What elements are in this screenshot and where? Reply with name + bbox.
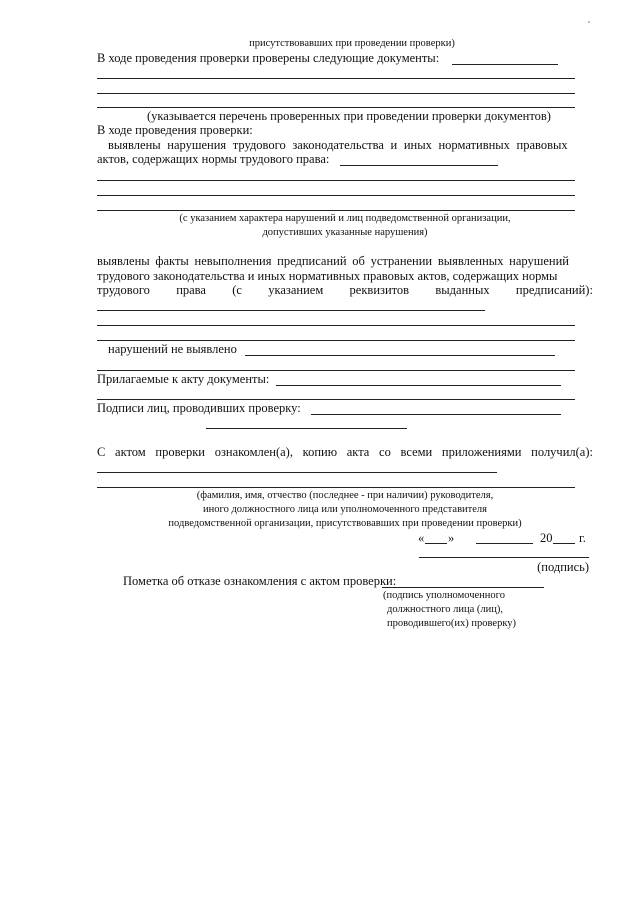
- acquainted-word: со: [379, 445, 391, 459]
- acquainted-line-b: [97, 487, 575, 488]
- acquainted-word: ознакомлен(а),: [214, 445, 293, 459]
- violations-inline-line: [340, 165, 498, 166]
- acquainted-word: копию: [302, 445, 338, 459]
- signature-line: [419, 557, 589, 558]
- prescriptions-word: предписаний):: [515, 283, 593, 297]
- acquainted-word: акта: [346, 445, 370, 459]
- date-month-line: [476, 543, 533, 544]
- prescriptions-line-a: [97, 310, 485, 311]
- violations-line-b: [97, 195, 575, 196]
- prescriptions-line-3: [97, 284, 593, 297]
- no-violations-line-2: [97, 370, 575, 371]
- acquainted-word: приложениями: [441, 445, 522, 459]
- scan-mark: [588, 21, 590, 23]
- prescriptions-word: указанием: [268, 283, 324, 297]
- prescriptions-word: реквизитов: [349, 283, 410, 297]
- violations-caption-1: (с указанием характера нарушений и лиц подведомственной организации,: [179, 213, 511, 224]
- refusal-line: [382, 587, 544, 588]
- violations-caption-2: допустивших указанные нарушения): [262, 227, 428, 238]
- prescriptions-line-c: [97, 340, 575, 341]
- signatures-label: Подписи лиц, проводивших проверку:: [97, 401, 301, 415]
- documents-line-2: [97, 93, 575, 94]
- documents-label: В ходе проведения проверки проверены следующие документы:: [97, 51, 440, 65]
- violations-line-1: выявлены нарушения трудового законодательства и иных нормативных правовых: [108, 138, 568, 152]
- prescriptions-word: (с: [232, 283, 242, 297]
- prescriptions-word: выданных: [435, 283, 490, 297]
- acquainted-line-a: [97, 472, 497, 473]
- no-violations-line: [245, 355, 555, 356]
- acquainted-word: актом: [115, 445, 146, 459]
- attachments-label: Прилагаемые к акту документы:: [97, 372, 270, 386]
- acquainted-word: получил(а):: [531, 445, 593, 459]
- date-close-quote: »: [448, 531, 455, 545]
- date-year-line: [553, 543, 575, 544]
- documents-inline-line: [452, 64, 558, 65]
- acquainted-caption-2: иного должностного лица или уполномоченного представителя: [203, 504, 487, 515]
- violations-intro: В ходе проведения проверки:: [97, 123, 253, 137]
- signatures-line-2: [206, 428, 407, 429]
- acquainted-word: С: [97, 445, 106, 459]
- acquainted-word: проверки: [155, 445, 205, 459]
- date-year-suffix: г.: [579, 531, 586, 545]
- signature-caption: (подпись): [537, 560, 589, 574]
- signatures-inline-line: [311, 414, 561, 415]
- violations-line-a: [97, 180, 575, 181]
- date-year-prefix: 20: [540, 531, 553, 545]
- attachments-line-2: [97, 399, 575, 400]
- refusal-caption-2: должностного лица (лиц),: [387, 604, 503, 615]
- date-open-quote: «: [418, 531, 425, 545]
- prescriptions-line-1: выявлены факты невыполнения предписаний об устранении выявленных нарушений: [97, 254, 569, 268]
- date-day-line: [425, 543, 447, 544]
- violations-line-c: [97, 210, 575, 211]
- acquainted-line: [97, 446, 593, 459]
- caption-header-continuation: присутствовавших при проведении проверки): [249, 38, 455, 49]
- prescriptions-word: трудового: [97, 283, 150, 297]
- no-violations-label: нарушений не выявлено: [108, 342, 237, 356]
- documents-line-1: [97, 78, 575, 79]
- prescriptions-word: права: [176, 283, 206, 297]
- refusal-label: Пометка об отказе ознакомления с актом проверки:: [123, 574, 397, 588]
- acquainted-caption-3: подведомственной организации, присутствовавших при проведении проверки): [168, 518, 522, 529]
- acquainted-word: всеми: [400, 445, 433, 459]
- violations-line-2: актов, содержащих нормы трудового права:: [97, 152, 330, 166]
- acquainted-caption-1: (фамилия, имя, отчество (последнее - при наличии) руководителя,: [196, 490, 494, 501]
- documents-caption: (указывается перечень проверенных при проведении проверки документов): [147, 109, 551, 123]
- prescriptions-line-b: [97, 325, 575, 326]
- documents-line-3: [97, 107, 575, 108]
- refusal-caption-3: проводившего(их) проверку): [387, 618, 517, 629]
- refusal-caption-1: (подпись уполномоченного: [383, 590, 505, 601]
- prescriptions-line-2: трудового законодательства и иных нормативных правовых актов, содержащих нормы: [97, 269, 558, 283]
- attachments-inline-line: [276, 385, 561, 386]
